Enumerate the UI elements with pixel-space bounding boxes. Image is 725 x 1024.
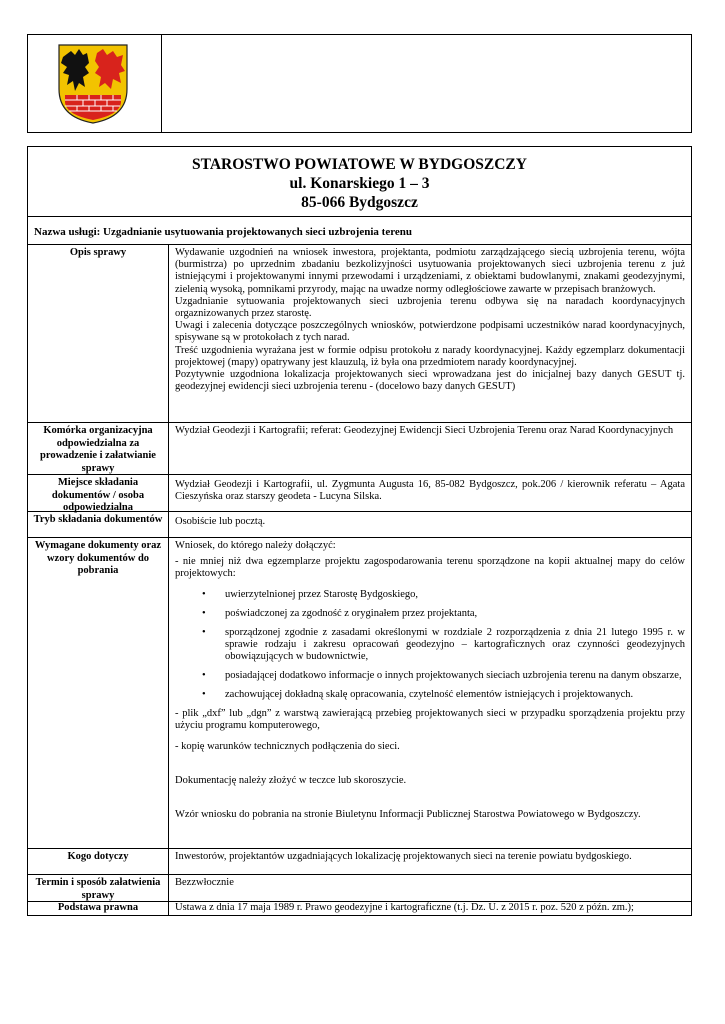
- office-city: 85-066 Bydgoszcz: [301, 194, 418, 211]
- row-dokumenty: [28, 538, 691, 849]
- header-logo-table: [27, 34, 692, 133]
- row-value: [175, 247, 685, 393]
- docs-item: - plik „dxf” lub „dgn” z warstwą zawierającą przebieg projektowanych sieci w przypadku sporządzenia projektu przy użyciu programu komputerowego,: [175, 708, 685, 731]
- row-termin: [28, 875, 691, 902]
- docs-bullet-list: [175, 589, 685, 701]
- docs-note: Dokumentację należy złożyć w teczce lub skoroszycie.: [175, 775, 407, 786]
- service-card: [27, 146, 692, 916]
- service-name: Nazwa usługi: Uzgadnianie usytuowania projektowanych sieci uzbrojenia terenu: [28, 217, 691, 245]
- office-header: [28, 147, 691, 217]
- docs-bullet: • sporządzonej zgodnie z zasadami określonymi w rozdziale 2 rozporządzenia z dnia 21 lutego 1995 r. w sprawie rodzaju i zakresu opracowań geodezyjno – kartograficznych oraz czynności geodezyjnych obowiązujących w budownictwie,: [175, 627, 685, 663]
- docs-bullet: • posiadającej dodatkowo informacje o innych projektowanych sieciach uzbrojenia terenu na danym obszarze,: [175, 670, 685, 682]
- row-value: [175, 540, 685, 830]
- row-label: Termin i sposób załatwienia sprawy: [28, 875, 169, 901]
- row-value: Ustawa z dnia 17 maja 1989 r. Prawo geodezyjne i kartograficzne (t.j. Dz. U. z 2015 r. poz. 520 z późn. zm.);: [175, 902, 634, 913]
- row-miejsce: [28, 475, 691, 512]
- opis-paragraph: Wydawanie uzgodnień na wniosek inwestora, projektanta, podmiotu zarządzającego siecią uzbrojenia terenu, wójta (burmistrza) po uprzednim zbadaniu bezkolizyjności usytuowania projektowanych sieci uzbrojenia terenu z już istniejącymi i projektowanymi innymi przewodami i urządzeniami, z obiektami budowlanymi, znakami geodezyjnymi, zielenią wysoką, pomnikami przyrody, mając na uwadze normy odległościowe zawarte w przepisach branżowych.: [175, 247, 685, 295]
- opis-paragraph: Treść uzgodnienia wyrażana jest w formie odpisu protokołu z narady koordynacyjnej. Każdy egzemplarz dokumentacji projektowej (mapy) opatrywany jest klauzulą, iż była ona przedmiotem narady koordynacyjnej.: [175, 344, 685, 368]
- opis-paragraph: Pozytywnie uzgodniona lokalizacja projektowanych sieci wprowadzana jest do inicjalnej bazy danych GESUT tj. geodezyjnej ewidencji sieci uzbrojenia terenu - (docelowo bazy danych GESUT): [175, 369, 685, 393]
- row-label: Kogo dotyczy: [28, 849, 169, 874]
- row-value: Inwestorów, projektantów uzgadniających lokalizację projektowanych sieci na terenie powiatu bydgoskiego.: [175, 851, 632, 862]
- row-label: Podstawa prawna: [28, 902, 169, 915]
- docs-bullet: • poświadczonej za zgodność z oryginałem przez projektanta,: [175, 608, 685, 620]
- row-tryb: [28, 512, 691, 538]
- row-value: Osobiście lub pocztą.: [175, 516, 266, 527]
- row-label: Wymagane dokumenty oraz wzory dokumentów do pobrania: [28, 538, 169, 848]
- docs-item: [175, 556, 685, 580]
- opis-paragraph: Uzgadnianie sytuowania projektowanych sieci uzbrojenia terenu odbywa się na naradach koordynacyjnych orgaznizowanych przez starostę.: [175, 295, 685, 320]
- row-value: Bezzwłocznie: [175, 877, 234, 888]
- docs-item: - kopię warunków technicznych podłączenia do sieci.: [175, 741, 400, 752]
- docs-note: Wzór wniosku do pobrania na stronie Biuletynu Informacji Publicznej Starostwa Powiatowego w Bydgoszczy.: [175, 809, 641, 820]
- docs-item-text: - nie mniej niż dwa egzemplarze projektu zagospodarowania terenu sporządzone na kopii aktualnej mapy do celów projektowych:: [175, 556, 685, 579]
- row-label: Komórka organizacyjna odpowiedzialna za prowadzenie i załatwianie sprawy: [28, 423, 169, 474]
- row-podstawa: [28, 902, 691, 915]
- docs-bullet: • uwierzytelnionej przez Starostę Bydgoskiego,: [175, 589, 685, 601]
- docs-bullet: • zachowującej dokładną skalę opracowania, czytelność elementów istniejących i projektowanych.: [175, 689, 685, 701]
- row-opis: [28, 245, 691, 423]
- office-street: ul. Konarskiego 1 – 3: [289, 175, 430, 192]
- row-value: Wydział Geodezji i Kartografii; referat: Geodezyjnej Ewidencji Sieci Uzbrojenia Terenu oraz Narad Koordynacyjnych: [175, 425, 674, 436]
- row-value: Wydział Geodezji i Kartografii, ul. Zygmunta Augusta 16, 85-082 Bydgoszcz, pok.206 / kierownik referatu – Agata Cieszyńska oraz starszy geodeta - Lucyna Silska.: [175, 479, 685, 503]
- coat-of-arms-icon: [57, 43, 129, 125]
- row-kogo: [28, 849, 691, 875]
- logo-cell: [28, 35, 162, 132]
- opis-paragraph: Uwagi i zalecenia dotyczące poszczególnych wniosków, potwierdzone podpisami uczestników narad koordynacyjnych, spisywane są w protokołach z tych narad.: [175, 320, 685, 344]
- docs-intro: Wniosek, do którego należy dołączyć:: [175, 540, 336, 551]
- office-name: STAROSTWO POWIATOWE W BYDGOSZCZY: [192, 156, 527, 173]
- row-label: Opis sprawy: [28, 245, 169, 422]
- row-komorka: [28, 423, 691, 475]
- row-label: Miejsce składania dokumentów / osoba odpowiedzialna: [28, 475, 169, 511]
- row-label: Tryb składania dokumentów: [28, 512, 169, 537]
